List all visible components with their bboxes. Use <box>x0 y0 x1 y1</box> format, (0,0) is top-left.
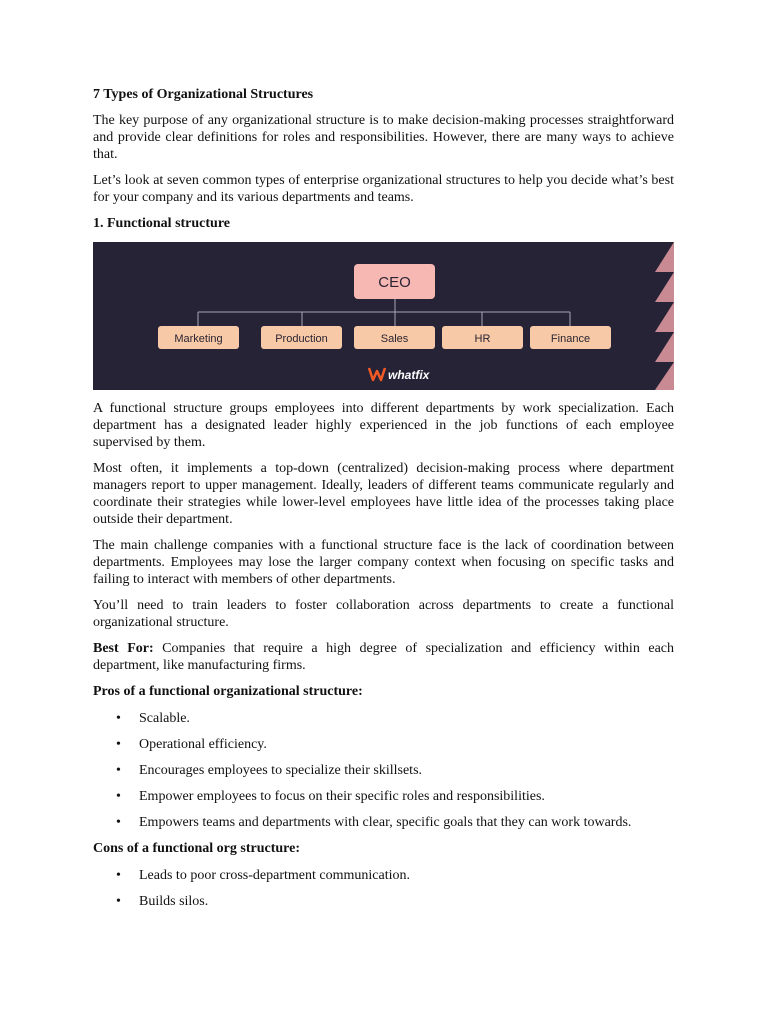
department-label-sales: Sales <box>380 333 409 345</box>
document-page <box>93 86 674 919</box>
body-paragraph-1: A functional structure groups employees into different departments by work specialization. Each department has a designated leader highly experienced in the job functions of each employee supervised by them. <box>93 401 674 450</box>
best-for-paragraph <box>93 640 674 674</box>
bullet: • <box>116 737 121 752</box>
bullet: • <box>116 711 121 726</box>
list-item <box>116 710 674 727</box>
list-item-text: Encourages employees to specialize their skillsets. <box>139 763 423 778</box>
body-paragraph-3: The main challenge companies with a functional structure face is the lack of coordination between departments. Employees may lose the larger company context when focusing on specific tasks and failing to interact with members of other departments. <box>93 538 674 587</box>
whatfix-logo-text: whatfix <box>388 368 430 382</box>
department-label-marketing: Marketing <box>174 333 223 345</box>
pros-list <box>93 710 674 831</box>
bullet: • <box>116 815 121 830</box>
bullet: • <box>116 763 121 778</box>
bullet: • <box>116 789 121 804</box>
list-item-text: Empower employees to focus on their specific roles and responsibilities. <box>139 789 545 804</box>
list-item <box>116 736 674 753</box>
department-label-finance: Finance <box>550 333 591 345</box>
cons-list <box>93 867 674 910</box>
page-title: 7 Types of Organizational Structures <box>93 87 314 102</box>
list-item <box>116 893 674 910</box>
list-item <box>116 814 674 831</box>
list-item <box>116 788 674 805</box>
list-item-text: Operational efficiency. <box>139 737 267 752</box>
cons-heading: Cons of a functional org structure: <box>93 841 301 856</box>
bullet: • <box>116 868 121 883</box>
bullet: • <box>116 894 121 909</box>
list-item-text: Scalable. <box>139 711 190 726</box>
department-label-production: Production <box>275 333 328 345</box>
intro-paragraph-1: The key purpose of any organizational structure is to make decision-making processes straightforward and provide clear definitions for roles and responsibilities. However, there are many ways to achieve that. <box>93 113 674 162</box>
body-paragraph-4: You’ll need to train leaders to foster collaboration across departments to create a functional organizational structure. <box>93 598 674 630</box>
pros-heading: Pros of a functional organizational structure: <box>93 684 363 699</box>
list-item-text: Builds silos. <box>139 894 209 909</box>
list-item <box>116 867 674 884</box>
list-item-text: Leads to poor cross-department communication. <box>139 868 410 883</box>
section-heading-functional: 1. Functional structure <box>93 216 231 231</box>
body-paragraph-2: Most often, it implements a top-down (centralized) decision-making process where department managers report to upper management. Ideally, leaders of different teams communicate regularly and coordinate their strategies while lower-level employees have little idea of the processes taking place outside their department. <box>93 461 674 527</box>
list-item <box>116 762 674 779</box>
ceo-label: CEO <box>378 274 411 291</box>
department-label-hr: HR <box>474 333 491 345</box>
best-for-text: Companies that require a high degree of specialization and efficiency within each department, like manufacturing firms. <box>93 641 674 673</box>
org-chart-diagram <box>93 242 674 390</box>
intro-paragraph-2: Let’s look at seven common types of enterprise organizational structures to help you decide what’s best for your company and its various departments and teams. <box>93 173 674 205</box>
list-item-text: Empowers teams and departments with clear, specific goals that they can work towards. <box>139 815 632 830</box>
best-for-label: Best For: <box>93 641 154 656</box>
